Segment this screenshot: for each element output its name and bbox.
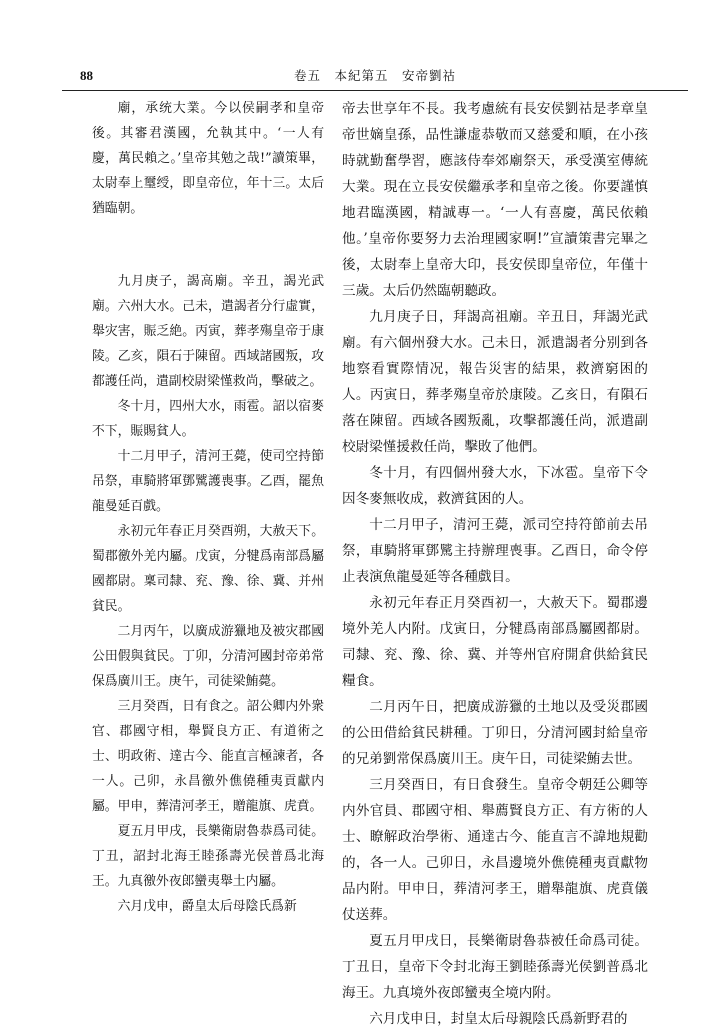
right-paragraph: 永初元年春正月癸酉初一，大赦天下。蜀郡邊境外羌人内附。戊寅日，分犍爲南部爲屬國都尉。司隸、兖、豫、徐、冀、并等州官府開倉供給貧民糧食。 [342, 595, 648, 689]
right-paragraph: 三月癸酉日，有日食發生。皇帝令朝廷公卿等内外官員、郡國守相、舉薦賢良方正、有方術的人士、瞭解政治學術、通達古今、能直言不諱地規勸的，各一人。己卯日，永昌邊境外僬僥種夷貢獻物品内附。甲申日，葬清河孝王，贈舉龍旗、虎賁儀仗送葬。 [342, 777, 648, 923]
right-paragraph: 冬十月，有四個州發大水，下冰雹。皇帝下令因冬麥無收成，救濟貧困的人。 [342, 465, 648, 507]
left-paragraph: 六月戊申，爵皇太后母陰氏爲新 [117, 899, 297, 914]
left-paragraph: 十二月甲子，清河王薨，使司空持節吊祭，車騎將軍鄧騭護喪事。乙酉，罷魚龍曼延百戲。 [92, 449, 324, 514]
left-paragraph: 廟，承统大業。今以侯嗣孝和皇帝後。其審君漢國，允執其中。‘一人有慶，萬民賴之。’皇帝其勉之哉!”讀策畢，太尉奉上璽绶，即皇帝位，年十三。太后猶臨朝。 [92, 101, 324, 216]
left-paragraph: 二月丙午，以廣成游獵地及被灾郡國公田假與貧民。丁卯，分清河國封帝弟常保爲廣川王。庚午，司徒梁鮪薨。 [92, 624, 324, 689]
left-paragraph: 三月癸酉，日有食之。詔公卿内外衆官、郡國守相，舉賢良方正、有道術之士、明政術、達古今、能直言極諫者，各一人。己卯，永昌徼外僬僥種夷貢獻内屬。甲申，葬清河孝王，贈龍旗、虎賁。 [92, 699, 324, 814]
right-paragraph: 六月戊申日，封皇太后母親陰氏爲新野君的 [369, 1011, 628, 1027]
classical-text-column [92, 96, 324, 919]
running-title: 卷五 本紀第五 安帝劉祜 [294, 68, 457, 83]
right-paragraph: 二月丙午日，把廣成游獵的土地以及受災郡國的公田借給貧民耕種。丁卯日，分清河國封給皇帝的兄弟劉常保爲廣川王。庚午日，司徒梁鮪去世。 [342, 699, 648, 767]
left-paragraph: 冬十月，四州大水，雨雹。詔以宿麥不下，賑賜貧人。 [92, 399, 324, 439]
right-paragraph: 九月庚子日，拜謁高祖廟。辛丑日，拜謁光武廟。有六個州發大水。己未日，派遣謁者分别到各地察看實際情况，報告災害的結果，救濟窮困的人。丙寅日，葬孝殤皇帝於康陵。乙亥日，有隕石落在陳留。西域各國叛亂，攻擊都護任尚，派遣副校尉梁慬援救任尚，擊敗了他們。 [342, 309, 648, 455]
right-paragraph: 夏五月甲戌日，長樂衛尉魯恭被任命爲司徒。丁丑日，皇帝下令封北海王劉睦孫壽光侯劉普爲北海王。九真境外夜郎蠻夷全境内附。 [342, 933, 648, 1001]
column-spacer [92, 221, 324, 269]
left-paragraph: 永初元年春正月癸酉朔，大赦天下。蜀郡徼外羌内屬。戊寅，分犍爲南部爲屬國都尉。稟司隸、兖、豫、徐、冀、并州貧民。 [92, 524, 324, 614]
right-paragraph: 十二月甲子，清河王薨，派司空持符節前去吊祭，車騎將軍鄧騭主持辦理喪事。乙酉日，命令停止表演魚龍曼延等各種戲目。 [342, 517, 648, 585]
page-number: 88 [80, 68, 93, 83]
right-paragraph: 帝去世享年不長。我考慮統有長安侯劉祜是孝章皇帝世嫡皇孫，品性謙虚恭敬而又慈愛和順，在小孩時就勤奮學習，應該侍奉郊廟祭天，承受漢室傳統大業。現在立長安侯繼承孝和皇帝之後。你要謹慎地君臨漢國，精誠專一。‘一人有喜慶，萬民依賴他。’皇帝你要努力去治理國家啊!”宣讀策書完畢之後，太尉奉上皇帝大印，長安侯即皇帝位，年僅十三歲。太后仍然臨朝聽政。 [342, 101, 648, 299]
translation-column [342, 96, 648, 1032]
left-paragraph: 九月庚子，謁高廟。辛丑，謁光武廟。六州大水。己未，遣謁者分行虛實，舉灾害，賑乏絶。丙寅，葬孝殤皇帝于康陵。乙亥，隕石于陳留。西域諸國叛，攻都護任尚，遣副校尉梁慬救尚，擊破之。 [92, 274, 324, 389]
page-header [62, 62, 688, 91]
left-paragraph: 夏五月甲戌，長樂衛尉魯恭爲司徒。丁丑，詔封北海王睦孫壽光侯普爲北海王。九真徼外夜郎蠻夷舉土内屬。 [92, 824, 324, 889]
